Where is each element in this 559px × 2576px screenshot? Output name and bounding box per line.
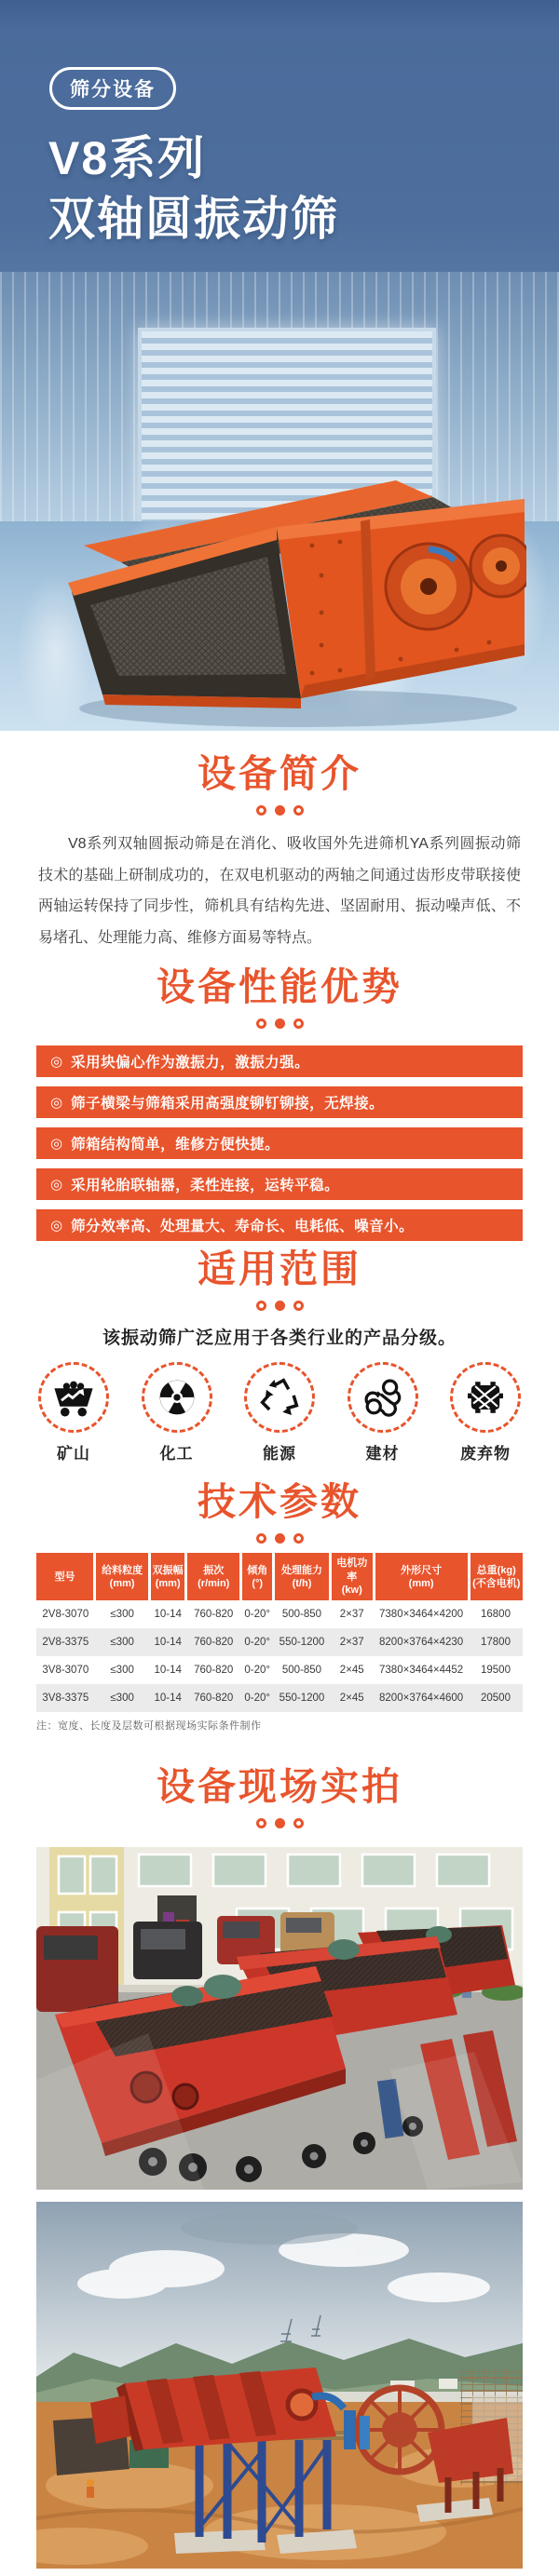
spec-cell: 500-850 bbox=[281, 1665, 322, 1677]
spec-cell: 550-1200 bbox=[274, 1628, 331, 1656]
application-item-mining bbox=[33, 1362, 115, 1463]
spec-header-cell: 双振幅 (mm) bbox=[150, 1553, 186, 1600]
spec-cell: 8200×3764×4600 bbox=[374, 1684, 469, 1712]
applications-description: 该振动筛广泛应用于各类行业的产品分级。 bbox=[102, 1328, 457, 1349]
section-intro bbox=[0, 731, 559, 953]
page-title-line2: 双轴圆振动筛 bbox=[48, 193, 339, 245]
dot-hollow bbox=[293, 805, 304, 816]
spec-cell: 760-820 bbox=[186, 1684, 241, 1712]
advantage-text: 筛子横梁与筛箱采用高强度铆钉铆接，无焊接。 bbox=[71, 1096, 385, 1113]
spec-cell: 2×45 bbox=[339, 1665, 364, 1677]
dot-hollow bbox=[256, 1018, 266, 1029]
spec-cell: 10-14 bbox=[150, 1628, 186, 1656]
advantage-item bbox=[36, 1209, 523, 1241]
spec-cell: 500-850 bbox=[281, 1609, 322, 1621]
spec-cell: ≤300 bbox=[110, 1609, 134, 1621]
dot-filled bbox=[275, 1533, 285, 1544]
dot-filled bbox=[275, 1818, 285, 1828]
spec-cell: 760-820 bbox=[186, 1628, 241, 1656]
bullet-icon: ◎ bbox=[50, 1217, 63, 1234]
table-note: 注：宽度、长度及层数可根据现场实际条件制作 bbox=[36, 1720, 262, 1733]
application-label: 废弃物 bbox=[460, 1445, 511, 1463]
spec-header-cell: 处理能力 (t/h) bbox=[274, 1553, 331, 1600]
advantages-list bbox=[36, 1045, 523, 1241]
advantage-text: 采用轮胎联轴器，柔性连接，运转平稳。 bbox=[71, 1178, 340, 1194]
spec-cell: ≤300 bbox=[110, 1665, 134, 1677]
spec-row bbox=[36, 1600, 523, 1628]
radiation-icon bbox=[142, 1362, 212, 1433]
spec-cell: 0-20° bbox=[241, 1684, 274, 1712]
application-item-waste bbox=[444, 1362, 526, 1463]
bullet-icon: ◎ bbox=[50, 1053, 63, 1070]
bullet-icon: ◎ bbox=[50, 1135, 63, 1152]
spec-cell: 760-820 bbox=[194, 1609, 234, 1621]
spec-header-cell: 给料粒度 (mm) bbox=[95, 1553, 150, 1600]
spec-cell: 19500 bbox=[481, 1665, 511, 1677]
dot-hollow bbox=[256, 1533, 266, 1544]
dot-hollow bbox=[293, 1018, 304, 1029]
application-item-chemical bbox=[136, 1362, 218, 1463]
spec-table bbox=[36, 1553, 523, 1712]
spec-cell: 0-20° bbox=[244, 1665, 271, 1677]
bullet-icon: ◎ bbox=[50, 1094, 63, 1111]
bullet-icon: ◎ bbox=[50, 1176, 63, 1193]
dot-hollow bbox=[256, 1301, 266, 1311]
spec-cell: 7380×3464×4200 bbox=[379, 1609, 464, 1621]
section-applications bbox=[0, 1248, 559, 1463]
application-label: 矿山 bbox=[57, 1445, 90, 1463]
application-item-building-materials bbox=[342, 1362, 424, 1463]
spec-row bbox=[36, 1656, 523, 1684]
dots-divider bbox=[0, 1533, 559, 1544]
spec-cell: 2×45 bbox=[330, 1684, 374, 1712]
spec-header-cell: 总重(kg) (不含电机) bbox=[469, 1553, 523, 1600]
site-photo-installation bbox=[36, 2202, 523, 2569]
spec-cell: 2×37 bbox=[330, 1628, 374, 1656]
page-title-line1: V8系列 bbox=[48, 132, 207, 184]
spec-cell: ≤300 bbox=[95, 1684, 150, 1712]
category-badge bbox=[49, 67, 176, 110]
advantage-item bbox=[36, 1127, 523, 1159]
spec-cell: 760-820 bbox=[194, 1665, 234, 1677]
spec-header-cell: 振次 (r/min) bbox=[186, 1553, 241, 1600]
spec-table-header bbox=[36, 1553, 523, 1600]
spec-cell: 7380×3464×4452 bbox=[379, 1665, 464, 1677]
spec-header-cell: 倾角 (°) bbox=[241, 1553, 274, 1600]
spec-row bbox=[36, 1628, 523, 1656]
hero-banner bbox=[0, 0, 559, 731]
spec-cell: 2V8-3375 bbox=[36, 1628, 95, 1656]
spec-cell: 16800 bbox=[481, 1609, 511, 1621]
advantage-text: 采用块偏心作为激振力，激振力强。 bbox=[71, 1055, 310, 1072]
section-parameters bbox=[0, 1481, 559, 1733]
page-title bbox=[48, 128, 339, 250]
spec-cell: 20500 bbox=[469, 1684, 523, 1712]
spec-header-cell: 外形尺寸 (mm) bbox=[374, 1553, 469, 1600]
advantage-text: 筛分效率高、处理量大、寿命长、电耗低、噪音小。 bbox=[71, 1219, 415, 1235]
recycle-icon bbox=[244, 1362, 315, 1433]
application-label: 化工 bbox=[159, 1445, 194, 1463]
spec-cell: 550-1200 bbox=[274, 1684, 331, 1712]
spec-cell: 3V8-3070 bbox=[42, 1665, 89, 1677]
spec-cell: 3V8-3375 bbox=[36, 1684, 95, 1712]
dots-divider bbox=[0, 1301, 559, 1311]
dots-divider bbox=[0, 1818, 559, 1828]
site-photo-trucks bbox=[36, 1847, 523, 2190]
mine-cart-icon bbox=[38, 1362, 109, 1433]
spec-cell: 0-20° bbox=[244, 1609, 271, 1621]
spec-cell: 8200×3764×4230 bbox=[374, 1628, 469, 1656]
applications-row bbox=[33, 1362, 526, 1463]
advantage-item bbox=[36, 1168, 523, 1200]
advantage-item bbox=[36, 1045, 523, 1077]
spec-table-body bbox=[36, 1600, 523, 1712]
spec-header-cell: 型号 bbox=[36, 1553, 95, 1600]
spec-header-cell: 电机功率 (kw) bbox=[330, 1553, 374, 1600]
section-title-advantages: 设备性能优势 bbox=[157, 965, 402, 1009]
spec-cell: 10-14 bbox=[150, 1684, 186, 1712]
pipes-icon bbox=[348, 1362, 418, 1433]
dot-hollow bbox=[256, 805, 266, 816]
dot-filled bbox=[275, 1018, 285, 1029]
dots-divider bbox=[0, 805, 559, 816]
section-advantages bbox=[0, 966, 559, 1241]
dot-filled bbox=[275, 805, 285, 816]
dot-hollow bbox=[293, 1301, 304, 1311]
dots-divider bbox=[0, 1018, 559, 1029]
application-label: 能源 bbox=[263, 1445, 296, 1463]
application-label: 建材 bbox=[365, 1445, 400, 1463]
section-site-photos bbox=[0, 1766, 559, 2569]
application-item-energy bbox=[239, 1362, 320, 1463]
section-title-parameters: 技术参数 bbox=[198, 1480, 361, 1524]
section-title-intro: 设备简介 bbox=[198, 752, 361, 795]
spec-cell: ≤300 bbox=[95, 1628, 150, 1656]
spec-cell: 10-14 bbox=[154, 1665, 182, 1677]
waste-icon bbox=[450, 1362, 521, 1433]
spec-cell: 17800 bbox=[469, 1628, 523, 1656]
dot-filled bbox=[275, 1301, 285, 1311]
section-title-applications: 适用范围 bbox=[198, 1248, 361, 1291]
dot-hollow bbox=[293, 1533, 304, 1544]
category-badge-label: 筛分设备 bbox=[70, 79, 156, 101]
dot-hollow bbox=[256, 1818, 266, 1828]
dot-hollow bbox=[293, 1818, 304, 1828]
spec-cell: 10-14 bbox=[154, 1609, 182, 1621]
spec-header-row bbox=[36, 1553, 523, 1600]
spec-cell: 0-20° bbox=[241, 1628, 274, 1656]
spec-cell: 2×37 bbox=[339, 1609, 364, 1621]
advantage-item bbox=[36, 1086, 523, 1118]
intro-paragraph: V8系列双轴圆振动筛是在消化、吸收国外先进筛机YA系列圆振动筛技术的基础上研制成功的，在双电机驱动的两轴之间通过齿形皮带联接使两轴运转保持了同步性，筛机具有结构先进、坚固耐用、振动噪声低、不易堵孔、处理能力高、维修方面易等特点。 bbox=[38, 836, 521, 946]
section-title-photos: 设备现场实拍 bbox=[157, 1765, 402, 1809]
hero-machine-image bbox=[33, 426, 526, 731]
spec-row bbox=[36, 1684, 523, 1712]
spec-cell: 2V8-3070 bbox=[42, 1609, 89, 1621]
advantage-text: 筛箱结构简单，维修方便快捷。 bbox=[71, 1137, 280, 1153]
